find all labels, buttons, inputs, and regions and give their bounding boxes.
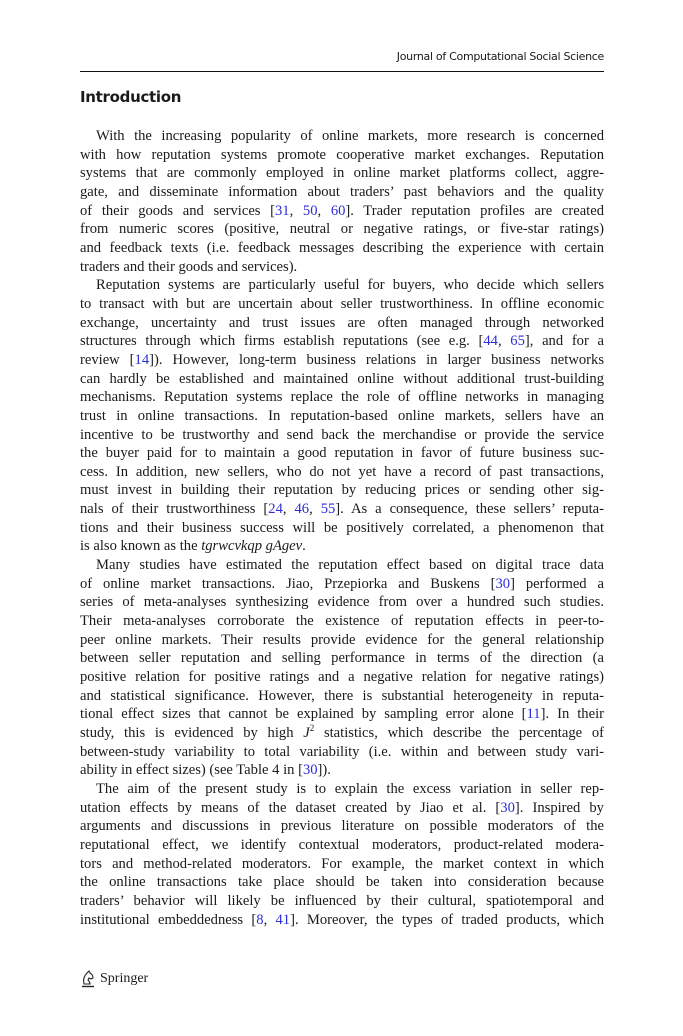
text-line: [80, 388, 604, 407]
text-line: [80, 593, 604, 612]
text-run: traders and their goods and services).: [80, 258, 298, 275]
text-run: between seller reputation and selling performance in terms of the direction (a: [80, 650, 604, 667]
text-line: [80, 705, 604, 724]
text-line: [80, 537, 604, 556]
text-run: ]. In their: [540, 706, 604, 723]
text-line: [80, 556, 604, 575]
text-run: ]. As a consequence, these sellers’ reputa-: [335, 501, 604, 518]
citation-link[interactable]: 50: [302, 202, 318, 219]
text-line: [80, 892, 604, 911]
text-line: [80, 668, 604, 687]
text-run: to transact with but are uncertain about seller trustworthiness. In offline economic: [80, 295, 604, 312]
text-line: [80, 649, 604, 668]
text-run: systems that are commonly employed in online market platforms collect, aggre-: [80, 165, 604, 182]
text-run: With the increasing popularity of online markets, more research is concerned: [96, 128, 604, 144]
superscript: 2: [309, 724, 315, 734]
text-line: [80, 481, 604, 500]
text-run: mechanisms. Reputation systems replace the role of offline networks in managing: [80, 389, 604, 406]
text-run: nals of their trustworthiness [: [80, 501, 269, 518]
text-line: [80, 239, 604, 258]
text-run: Many studies have estimated the reputation effect based on digital trace data: [96, 557, 604, 574]
text-run: is also known as the: [80, 538, 202, 555]
text-line: [80, 258, 604, 277]
body-text: [80, 127, 604, 929]
text-line: [80, 276, 604, 295]
text-run: ,: [282, 501, 295, 518]
text-line: [80, 519, 604, 538]
text-run: positive relation for positive ratings and a negative relation for negative ratings): [80, 669, 604, 686]
text-run: ability in effect sizes) (see Table 4 in [: [80, 762, 303, 779]
text-run: review [: [80, 351, 135, 368]
running-header-journal: Journal of Computational Social Science: [396, 50, 604, 63]
text-run: ,: [317, 202, 331, 219]
text-run: utation effects by means of the dataset created by Jiao et al. [: [80, 799, 501, 816]
text-line: [80, 351, 604, 370]
text-run: gate, and disseminate information about traders’ past behaviors and the quality: [80, 183, 604, 200]
text-run: reputational effect, we identify contextual moderators, product-related modera-: [80, 836, 604, 853]
text-run: ,: [263, 911, 276, 928]
text-line: [80, 370, 604, 389]
text-line: [80, 631, 604, 650]
text-run: must invest in building their reputation by reducing prices or sending other sig-: [80, 482, 604, 499]
text-run: with how reputation systems promote cooperative market exchanges. Reputation: [80, 146, 604, 163]
text-run: from numeric scores (positive, neutral or negative ratings, or five-star ratings): [80, 221, 604, 238]
citation-link[interactable]: 55: [320, 501, 336, 518]
text-run: structures through which firms establish reputations (see e.g. [: [80, 333, 484, 350]
text-line: [80, 743, 604, 762]
text-run: ]. Moreover, the types of traded products, which: [290, 911, 604, 928]
text-run: incentive to be trustworthy and send back the merchandise or provide the service: [80, 426, 604, 443]
citation-link[interactable]: 31: [275, 202, 290, 219]
text-line: [80, 780, 604, 799]
text-line: [80, 463, 604, 482]
text-line: [80, 202, 604, 221]
text-line: [80, 911, 604, 930]
text-line: [80, 426, 604, 445]
text-run: traders’ behavior will likely be influenced by their cultural, spatiotemporal and: [80, 892, 604, 909]
text-run: Reputation systems are particularly useful for buyers, who decide which sellers: [96, 277, 604, 294]
text-run: ], and for a: [524, 333, 604, 350]
citation-link[interactable]: 46: [294, 501, 310, 518]
citation-link[interactable]: 30: [302, 762, 318, 779]
citation-link[interactable]: 14: [134, 351, 150, 368]
text-run: institutional embeddedness [: [80, 911, 257, 928]
text-run: Their meta-analyses corroborate the existence of reputation effects in peer-to-: [80, 613, 604, 630]
text-run: of online market transactions. Jiao, Przepiorka and Buskens [: [80, 575, 496, 592]
text-run: cess. In addition, new sellers, who do not yet have a record of past transactions,: [80, 463, 604, 480]
text-run: of their goods and services [: [80, 202, 275, 219]
text-run: peer online markets. Their results provide evidence for the general relationship: [80, 631, 604, 648]
text-run: ,: [309, 501, 321, 518]
text-line: [80, 295, 604, 314]
text-line: [80, 314, 604, 333]
text-run: exchange, uncertainty and trust issues are often managed through networked: [80, 314, 604, 331]
text-line: [80, 220, 604, 239]
text-line: [80, 164, 604, 183]
text-line: [80, 146, 604, 165]
text-line: [80, 817, 604, 836]
springer-horse-logo-icon: [80, 970, 96, 988]
text-run: ]. Inspired by: [514, 799, 604, 816]
italic-term: tgrwcvkqp gAgev: [201, 538, 303, 555]
text-line: [80, 444, 604, 463]
text-line: [80, 127, 604, 146]
text-line: [80, 761, 604, 780]
citation-link[interactable]: 65: [510, 333, 525, 350]
text-line: [80, 500, 604, 519]
text-line: [80, 612, 604, 631]
text-run: The aim of the present study is to explain the excess variation in seller rep-: [96, 780, 604, 797]
text-line: [80, 836, 604, 855]
text-run: arguments and discussions in previous literature on possible moderators of the: [80, 818, 604, 835]
text-line: [80, 332, 604, 351]
text-run: .: [302, 538, 306, 555]
text-line: [80, 873, 604, 892]
citation-link[interactable]: 30: [495, 575, 511, 592]
text-run: tions and their business success will be positively correlated, a phenomenon that: [80, 519, 604, 536]
citation-link[interactable]: 44: [483, 333, 498, 350]
text-line: [80, 407, 604, 426]
text-run: ]). However, long-term business relations in larger business networks: [149, 351, 604, 368]
text-run: tional effect sizes that cannot be explained by sampling error alone [: [80, 706, 527, 723]
text-run: the buyer paid for to maintain a good reputation in favor of future business suc-: [80, 445, 604, 462]
text-run: trust in online transactions. In reputation-based online markets, sellers have an: [80, 407, 604, 424]
text-run: statistics, which describe the percentage of: [314, 725, 604, 741]
text-line: [80, 855, 604, 874]
text-line: [80, 687, 604, 706]
text-run: and feedback texts (i.e. feedback messages describing the experience with certain: [80, 239, 604, 256]
text-run: series of meta-analyses synthesizing evidence from over a hundred such studies.: [80, 594, 604, 611]
text-line: [80, 575, 604, 594]
citation-link[interactable]: 24: [268, 501, 283, 518]
citation-link[interactable]: 11: [526, 706, 541, 723]
text-run: ,: [497, 333, 511, 350]
text-run: tors and method-related moderators. For example, the market context in which: [80, 855, 604, 872]
text-run: and statistical significance. However, there is substantial heterogeneity in reputa-: [80, 687, 604, 704]
footer: [80, 970, 148, 988]
text-run: the online transactions take place should be taken into consideration because: [80, 874, 604, 891]
text-line: [80, 183, 604, 202]
citation-link[interactable]: 41: [275, 911, 291, 928]
section-title: Introduction: [80, 88, 182, 106]
text-run: can hardly be established and maintained online without additional trust-building: [80, 370, 604, 387]
text-run: ]).: [317, 762, 331, 779]
citation-link[interactable]: 30: [500, 799, 515, 816]
text-run: study, this is evidenced by high: [80, 725, 304, 741]
text-line: [80, 724, 604, 743]
italic-term: J: [303, 725, 310, 741]
citation-link[interactable]: 60: [330, 202, 346, 219]
text-run: ] performed a: [510, 575, 604, 592]
text-line: [80, 799, 604, 818]
citation-link[interactable]: 8: [256, 911, 264, 928]
text-run: between-study variability to total variability (i.e. within and between study vari-: [80, 743, 604, 760]
header-rule: [80, 71, 604, 72]
publisher-name: Springer: [100, 971, 149, 986]
text-run: ,: [289, 202, 303, 219]
text-run: ]. Trader reputation profiles are created: [345, 202, 604, 219]
